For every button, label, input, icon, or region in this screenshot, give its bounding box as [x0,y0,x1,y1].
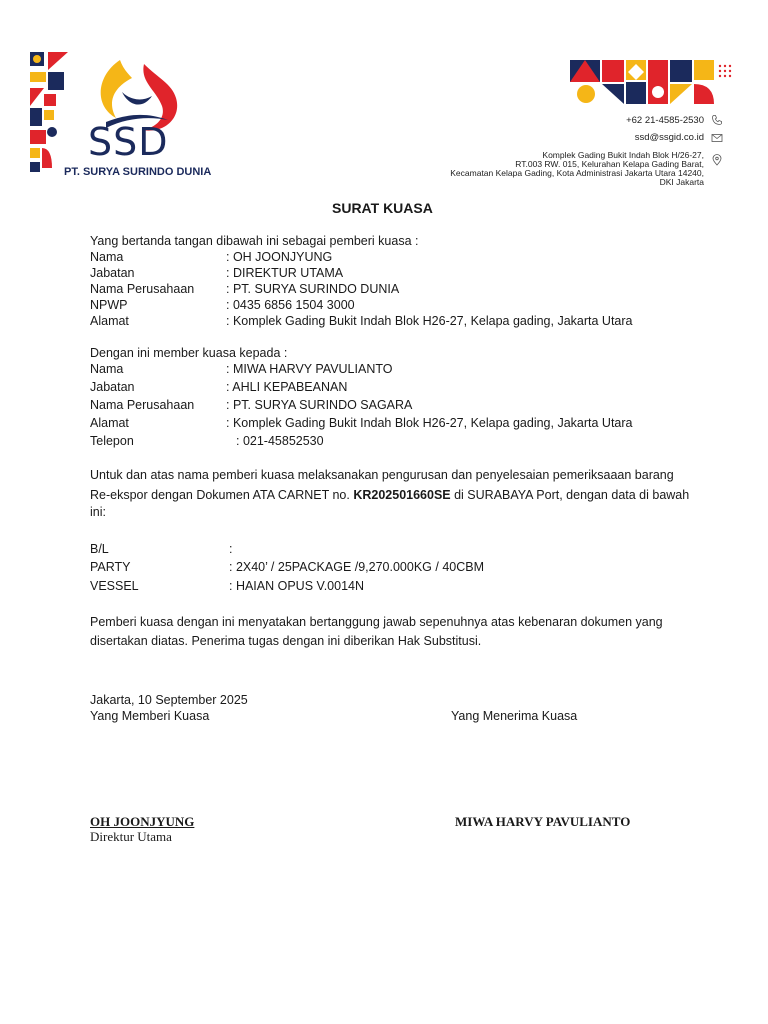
grantee-intro: Dengan ini member kuasa kepada : [90,346,288,360]
grantor-intro: Yang bertanda tangan dibawah ini sebagai pemberi kuasa : [90,234,419,248]
grantee-label: Alamat [90,416,129,430]
grantee-label: Jabatan [90,380,135,394]
company-name: PT. SURYA SURINDO DUNIA [64,166,212,178]
statement-line: disertakan diatas. Penerima tugas dengan ini diberikan Hak Substitusi. [90,634,482,648]
contact-address-line: DKI Jakarta [659,177,704,187]
document-title: SURAT KUASA [332,200,433,216]
shipment-value: : 2X40’ / 25PACKAGE /9,270.000KG / 40CBM [229,560,484,574]
giver-title: Direktur Utama [90,829,172,844]
grantee-label: Telepon [90,434,134,448]
purpose-line [90,487,689,503]
right-decorative-pattern [570,60,736,106]
giver-name: OH JOONJYUNG [90,814,195,829]
purpose-text: di SURABAYA Port, dengan data di bawah [450,488,690,502]
carnet-number: KR202501660SE [353,488,451,502]
purpose-line: ini: [90,505,106,519]
statement-line: Pemberi kuasa dengan ini menyatakan bertanggung jawab sepenuhnya atas kebenaran dokumen yang [90,615,663,629]
grantor-label: NPWP [90,298,128,312]
grantee-value: : AHLI KEPABEANAN [226,380,348,394]
grantor-label: Nama Perusahaan [90,282,195,296]
shipment-label: PARTY [90,560,131,574]
grantor-value: : OH JOONJYUNG [226,250,333,264]
giver-label: Yang Memberi Kuasa [90,709,210,723]
mail-icon [711,132,723,144]
contact-email: ssd@ssgid.co.id [634,132,704,143]
contact-address-line: RT.003 RW. 015, Kelurahan Kelapa Gading Barat, [515,159,704,169]
grantor-value: : PT. SURYA SURINDO DUNIA [226,282,400,296]
grantee-value: : 021-45852530 [236,434,324,448]
contact-phone: +62 21-4585-2530 [626,115,704,126]
grantor-label: Nama [90,250,124,264]
purpose-text: Re-ekspor dengan Dokumen ATA CARNET no. [90,488,354,502]
grantee-value: : MIWA HARVY PAVULIANTO [226,362,393,376]
shipment-value: : [229,542,233,556]
grantor-value: : 0435 6856 1504 3000 [226,298,355,312]
logo-text: SSD [88,120,169,164]
grantee-label: Nama [90,362,124,376]
receiver-label: Yang Menerima Kuasa [451,709,578,723]
grantor-label: Jabatan [90,266,135,280]
grantor-value: : DIREKTUR UTAMA [226,266,344,280]
left-decorative-pattern [28,48,74,178]
contact-address-line: Komplek Gading Bukit Indah Blok H/26-27, [542,150,704,160]
grantee-label: Nama Perusahaan [90,398,195,412]
shipment-label: VESSEL [90,579,139,593]
phone-icon [711,114,723,126]
receiver-name: MIWA HARVY PAVULIANTO [455,814,631,829]
shipment-label: B/L [90,542,109,556]
shipment-value: : HAIAN OPUS V.0014N [229,579,365,593]
place-date: Jakarta, 10 September 2025 [90,693,248,707]
grantor-label: Alamat [90,314,129,328]
grantee-value: : Komplek Gading Bukit Indah Blok H26-27, Kelapa gading, Jakarta Utara [226,416,633,430]
grantee-value: : PT. SURYA SURINDO SAGARA [226,398,413,412]
purpose-line: Untuk dan atas nama pemberi kuasa melaksanakan pengurusan dan penyelesaian pemeriksaaan barang [90,468,674,482]
location-pin-icon [711,154,723,166]
contact-address-line: Kecamatan Kelapa Gading, Kota Administrasi Jakarta Utara 14240, [450,168,704,178]
grantor-value: : Komplek Gading Bukit Indah Blok H26-27, Kelapa gading, Jakarta Utara [226,314,633,328]
